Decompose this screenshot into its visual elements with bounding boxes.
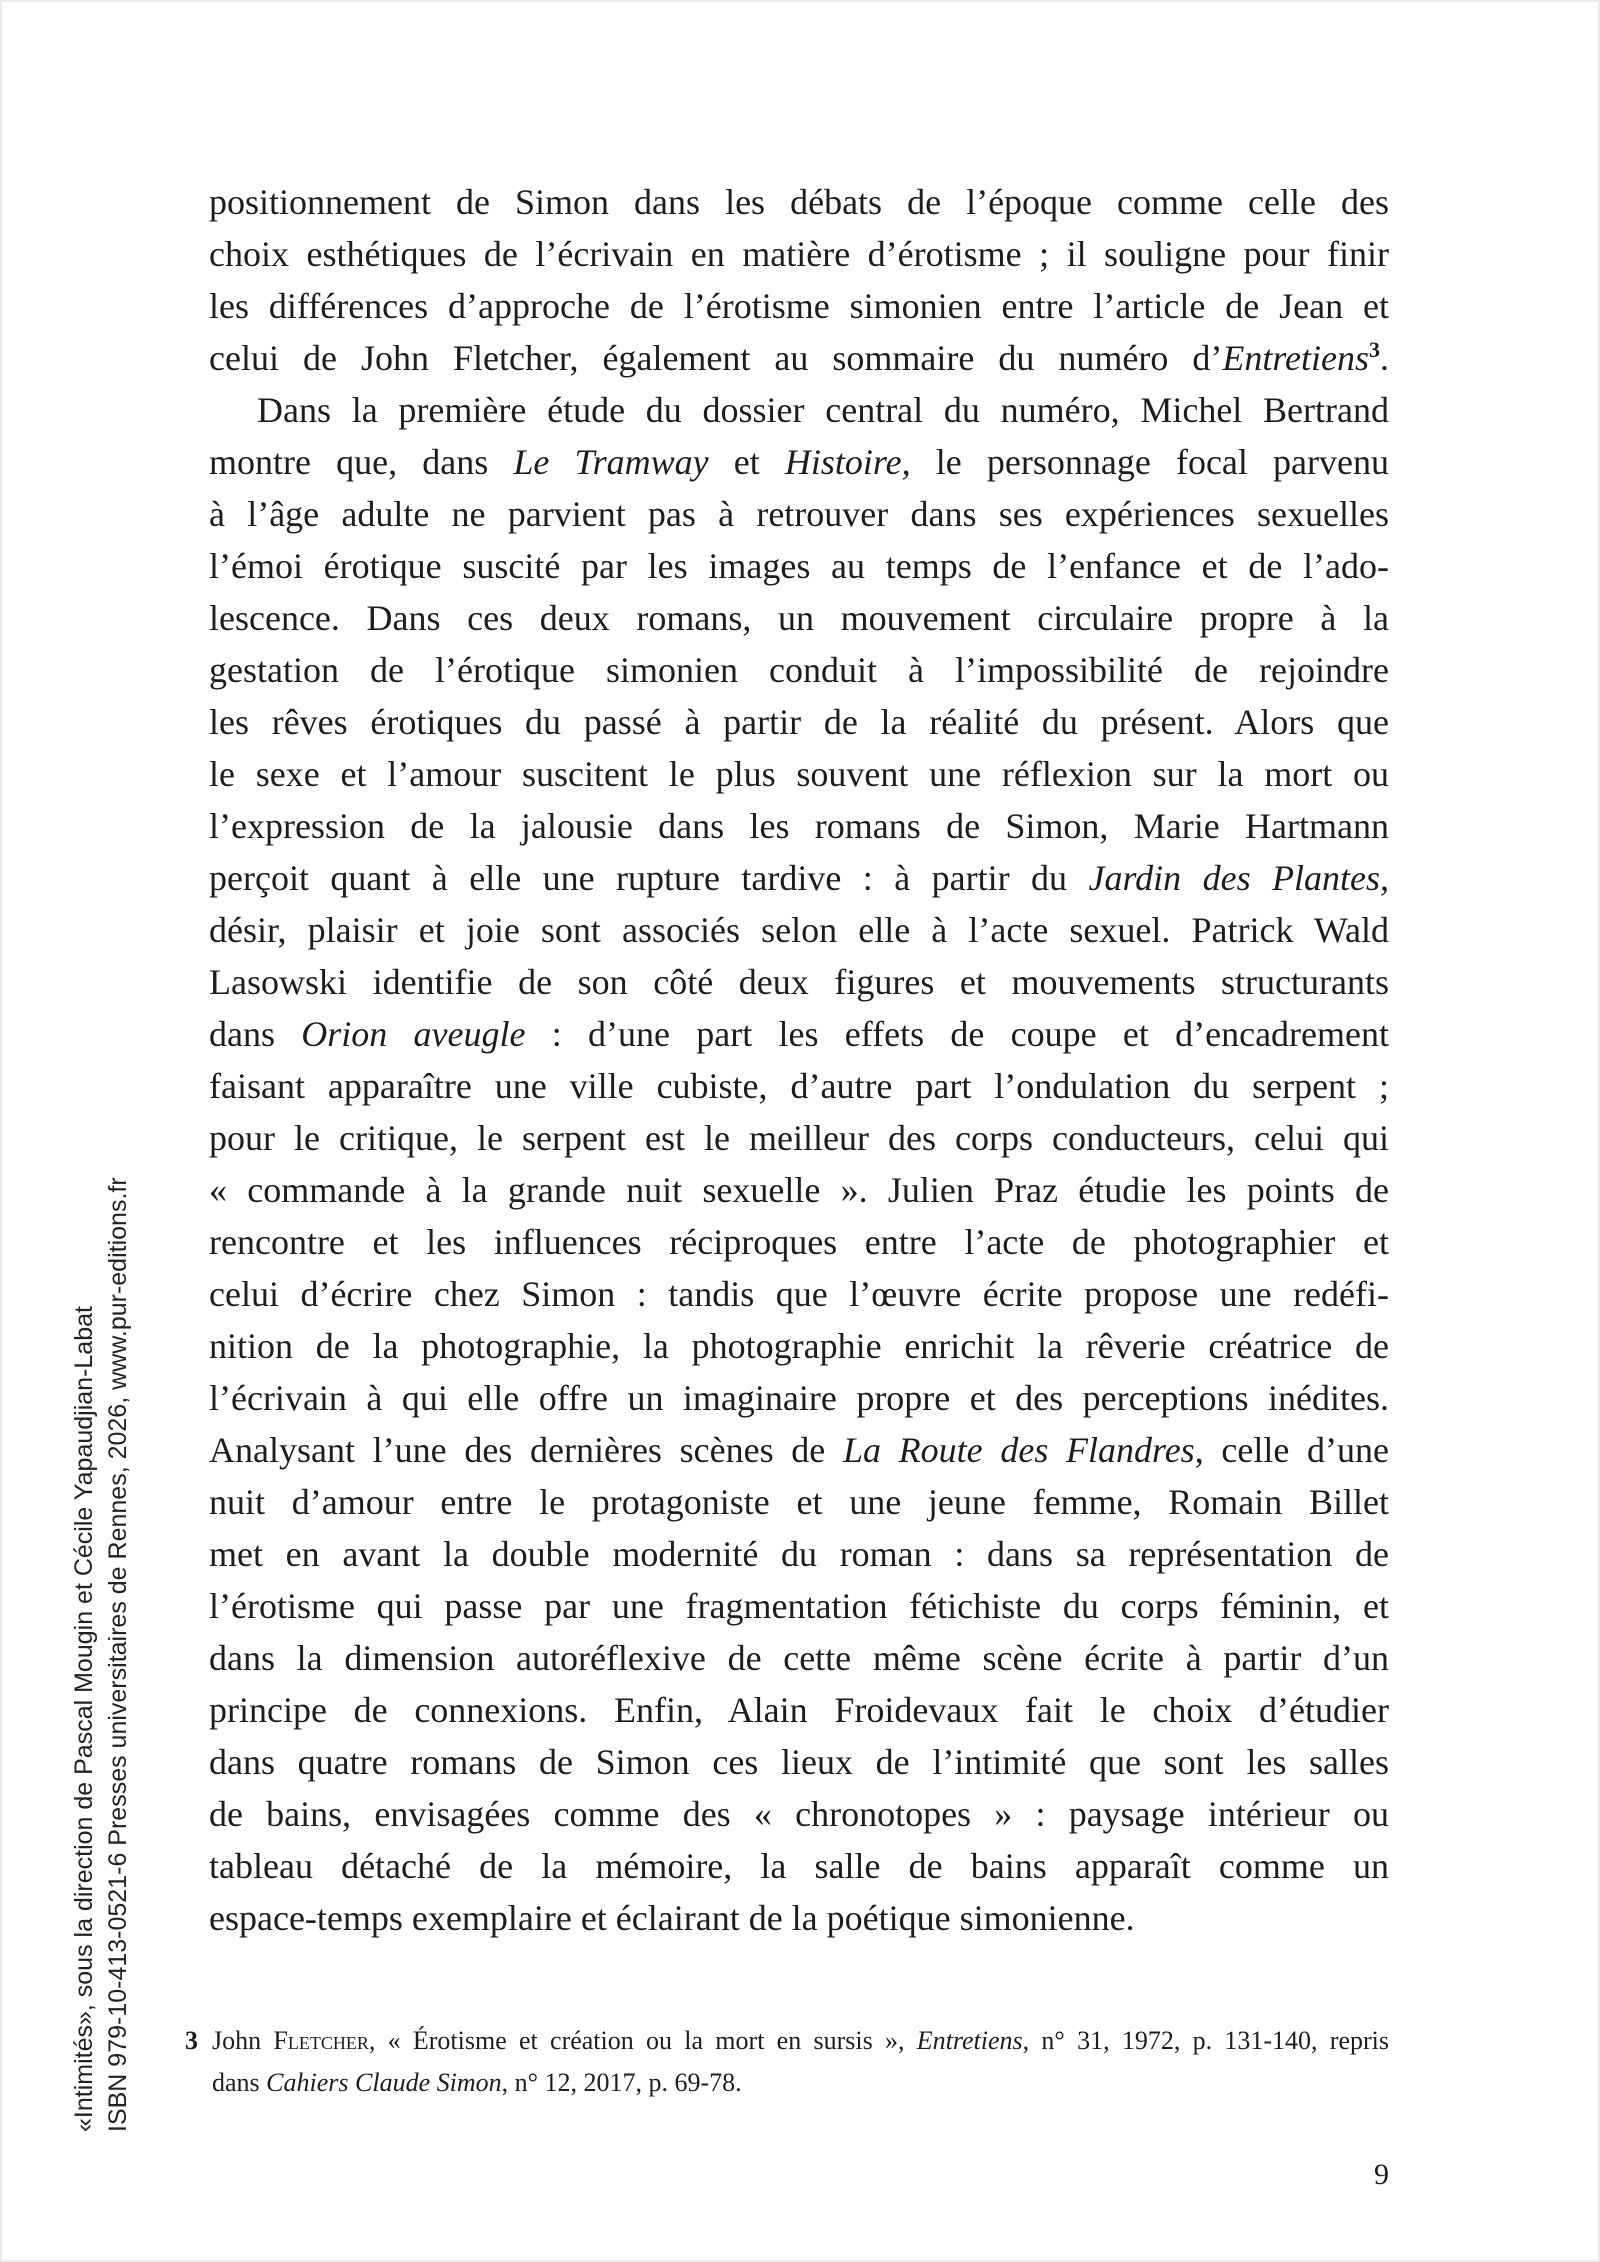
text-line: positionnement de Simon dans les débats de l’époque comme celle des xyxy=(209,182,1389,222)
text-line: l’expression de la jalousie dans les romans de Simon, Marie Hartmann xyxy=(209,806,1389,846)
text-segment: dans xyxy=(209,1014,302,1054)
text-segment: montre que, dans xyxy=(209,442,514,482)
text-segment: , n° 12, 2017, p. 69-78. xyxy=(501,2068,742,2097)
italic-title: Entretiens xyxy=(916,2026,1023,2055)
text-line: à l’âge adulte ne parvient pas à retrouver dans ses expériences sexuelles xyxy=(209,494,1389,534)
text-segment: et xyxy=(708,442,785,482)
italic-title: Cahiers Claude Simon xyxy=(266,2068,502,2097)
text-line: pour le critique, le serpent est le meilleur des corps conducteurs, celui qui xyxy=(209,1118,1389,1158)
text-line: les rêves érotiques du passé à partir de la réalité du présent. Alors que xyxy=(209,702,1389,742)
text-segment: John xyxy=(212,2026,274,2055)
text-line: l’érotisme qui passe par une fragmentation fétichiste du corps féminin, et xyxy=(209,1586,1389,1626)
text-line: choix esthétiques de l’écrivain en matière d’érotisme ; il souligne pour finir xyxy=(209,234,1389,274)
text-segment: dans xyxy=(212,2068,267,2097)
text-line xyxy=(209,1008,1389,1060)
text-line: nition de la photographie, la photographie enrichit la rêverie créatrice de xyxy=(209,1326,1389,1366)
text-line: le sexe et l’amour suscitent le plus souvent une réflexion sur la mort ou xyxy=(209,754,1389,794)
text-line: les différences d’approche de l’érotisme simonien entre l’article de Jean et xyxy=(209,286,1389,326)
text-line: dans quatre romans de Simon ces lieux de l’intimité que sont les salles xyxy=(209,1742,1389,1782)
text-segment: perçoit quant à elle une rupture tardive : à partir du xyxy=(209,858,1089,898)
text-line: met en avant la double modernité du roman : dans sa représentation de xyxy=(209,1534,1389,1574)
text-line: faisant apparaître une ville cubiste, d’autre part l’ondulation du serpent ; xyxy=(209,1066,1389,1106)
copyright-sidebar xyxy=(67,1012,135,2132)
text-line: principe de connexions. Enfin, Alain Froidevaux fait le choix d’étudier xyxy=(209,1690,1389,1730)
text-line: tableau détaché de la mémoire, la salle de bains apparaît comme un xyxy=(209,1846,1389,1886)
sidebar-isbn-line: ISBN 979-10-413-0521-6 Presses universitaires de Rennes, 2026, www.pur-editions.fr xyxy=(104,1177,132,2132)
italic-title: Entretiens xyxy=(1222,338,1369,378)
italic-title: Orion aveugle xyxy=(301,1014,526,1054)
italic-title: Le Tramway xyxy=(513,442,709,482)
text-segment: : d’une part les effets de coupe et d’encadrement xyxy=(525,1014,1389,1054)
text-line: espace-temps exemplaire et éclairant de la poétique simonienne. xyxy=(209,1898,1135,1938)
footnote-line xyxy=(212,2062,1389,2104)
footnote-line xyxy=(212,2020,1389,2062)
text-segment: le personnage focal parvenu xyxy=(910,442,1390,482)
text-line: Lasowski identifie de son côté deux figures et mouvements structurants xyxy=(209,962,1389,1002)
footnote-reference: 3 xyxy=(1369,337,1380,362)
text-segment: , celle d’une xyxy=(1194,1430,1390,1470)
text-line xyxy=(209,332,1389,384)
text-segment: , « Érotisme et création ou la mort en sursis », xyxy=(368,2026,917,2055)
italic-title: Histoire, xyxy=(784,442,911,482)
page-number: 9 xyxy=(1374,2158,1389,2191)
text-line: l’émoi érotique suscité par les images au temps de l’enfance et de l’ado- xyxy=(209,546,1389,586)
text-line: lescence. Dans ces deux romans, un mouvement circulaire propre à la xyxy=(209,598,1389,638)
text-line: Dans la première étude du dossier central du numéro, Michel Bertrand xyxy=(257,390,1389,430)
sidebar-title-line: «Intimités», sous la direction de Pascal Mougin et Cécile Yapaudjian-Labat xyxy=(70,1306,98,2132)
footnote xyxy=(212,2020,1389,2104)
text-line: « commande à la grande nuit sexuelle ». Julien Praz étudie les points de xyxy=(209,1170,1389,1210)
main-text xyxy=(209,176,1389,1944)
text-line: l’écrivain à qui elle offre un imaginaire propre et des perceptions inédites. xyxy=(209,1378,1389,1418)
text-line: de bains, envisagées comme des « chronotopes » : paysage intérieur ou xyxy=(209,1794,1389,1834)
italic-title: La Route des Flandres xyxy=(842,1430,1195,1470)
text-segment: celui de John Fletcher, également au sommaire du numéro d’ xyxy=(209,338,1223,378)
text-line: désir, plaisir et joie sont associés selon elle à l’acte sexuel. Patrick Wald xyxy=(209,910,1389,950)
text-line: gestation de l’érotique simonien conduit à l’impossibilité de rejoindre xyxy=(209,650,1389,690)
text-line xyxy=(209,1424,1389,1476)
text-line xyxy=(209,436,1389,488)
footnote-number: 3 xyxy=(185,2026,198,2055)
text-line: nuit d’amour entre le protagoniste et une jeune femme, Romain Billet xyxy=(209,1482,1389,1522)
italic-title: Jardin des Plantes, xyxy=(1088,858,1389,898)
text-line: dans la dimension autoréflexive de cette même scène écrite à partir d’un xyxy=(209,1638,1389,1678)
text-line: celui d’écrire chez Simon : tandis que l’œuvre écrite propose une redéfi- xyxy=(209,1274,1389,1314)
text-segment: Analysant l’une des dernières scènes de xyxy=(209,1430,843,1470)
text-segment: , n° 31, 1972, p. 131-140, repris xyxy=(1022,2026,1389,2055)
text-line xyxy=(209,852,1389,904)
author-name: Fletcher xyxy=(273,2026,369,2055)
text-line: rencontre et les influences réciproques entre l’acte de photographier et xyxy=(209,1222,1389,1262)
text-segment: . xyxy=(1380,338,1389,378)
